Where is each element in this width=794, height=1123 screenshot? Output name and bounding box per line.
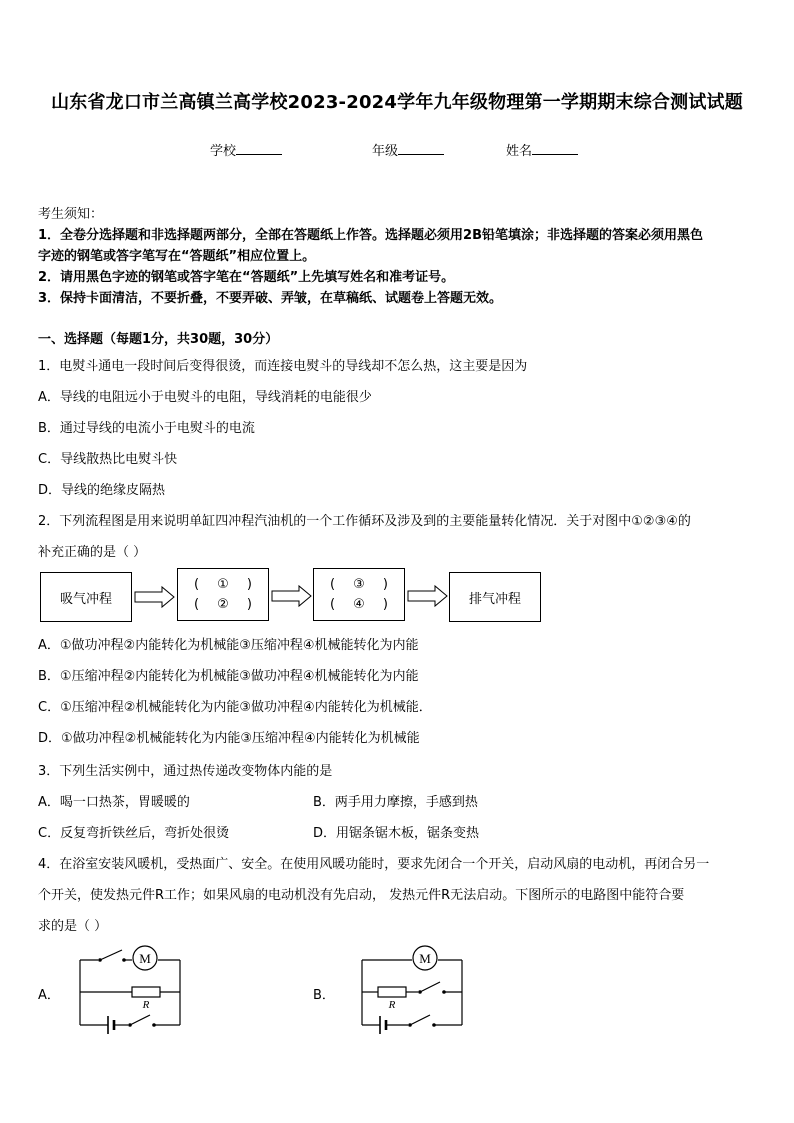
name-label: 姓名 bbox=[506, 144, 533, 159]
school-field bbox=[210, 140, 282, 159]
q3-option-d[interactable]: D．用锯条锯木板，锯条变热 bbox=[313, 826, 480, 841]
flow-blank-3: ③ bbox=[353, 577, 365, 592]
q4-stem-line1: 4．在浴室安装风暖机，受热面广、安全。在使用风暖功能时，要求先闭合一个开关，启动风扇的电动机，再闭合另一 bbox=[38, 857, 710, 872]
flow-box-2-paren-open-2: ( bbox=[194, 597, 200, 612]
flow-box-3-paren-open-1: ( bbox=[330, 577, 336, 592]
q1-option-c[interactable]: C．导线散热比电熨斗快 bbox=[38, 452, 178, 467]
q3-stem: 3．下列生活实例中，通过热传递改变物体内能的是 bbox=[38, 764, 333, 779]
q3-option-a[interactable]: A．喝一口热茶，胃暖暖的 bbox=[38, 795, 190, 810]
circuit-b-motor-label: M bbox=[419, 951, 431, 966]
name-blank[interactable] bbox=[532, 142, 578, 155]
q2-option-d[interactable]: D．①做功冲程②机械能转化为内能③压缩冲程④内能转化为机械能 bbox=[38, 731, 420, 746]
grade-label: 年级 bbox=[372, 144, 399, 159]
circuit-a-diagram bbox=[70, 940, 190, 1035]
flow-arrow-2 bbox=[271, 585, 313, 607]
flow-box-intake-label: 吸气冲程 bbox=[59, 591, 112, 607]
name-field bbox=[506, 140, 578, 159]
flow-blank-1: ① bbox=[217, 577, 229, 592]
flow-box-2 bbox=[177, 568, 269, 621]
section-heading: 一、选择题（每题1分，共30题，30分） bbox=[38, 332, 279, 347]
q2-stem-line2: 补充正确的是（ ） bbox=[38, 545, 147, 560]
flow-box-2-paren-close-1: ) bbox=[246, 577, 252, 592]
q1-option-a[interactable]: A．导线的电阻远小于电熨斗的电阻，导线消耗的电能很少 bbox=[38, 390, 372, 405]
flow-box-3-paren-open-2: ( bbox=[330, 597, 336, 612]
circuit-b-resistor-label: R bbox=[388, 999, 396, 1011]
q4-option-a-label[interactable]: A． bbox=[38, 988, 60, 1003]
q4-stem-line2: 个开关，使发热元件R工作；如果风扇的电动机没有先启动， 发热元件R无法启动。下图所示的电路图中能符合要 bbox=[38, 888, 685, 903]
flow-box-3 bbox=[313, 568, 405, 621]
school-blank[interactable] bbox=[236, 142, 282, 155]
q2-option-a[interactable]: A．①做功冲程②内能转化为机械能③压缩冲程④机械能转化为内能 bbox=[38, 638, 419, 653]
flow-box-intake bbox=[40, 572, 132, 622]
flow-blank-2: ② bbox=[217, 597, 229, 612]
flow-box-exhaust bbox=[449, 572, 541, 622]
q1-option-b[interactable]: B．通过导线的电流小于电熨斗的电流 bbox=[38, 421, 255, 436]
flow-arrow-3 bbox=[407, 585, 449, 607]
notice-item-3: 3．保持卡面清洁，不要折叠，不要弄破、弄皱，在草稿纸、试题卷上答题无效。 bbox=[38, 291, 503, 306]
q3-option-b[interactable]: B．两手用力摩擦，手感到热 bbox=[313, 795, 478, 810]
q1-stem: 1．电熨斗通电一段时间后变得很烫，而连接电熨斗的导线却不怎么热，这主要是因为 bbox=[38, 359, 528, 374]
grade-field bbox=[372, 140, 444, 159]
circuit-a-motor-label: M bbox=[139, 951, 151, 966]
flow-box-2-paren-open-1: ( bbox=[194, 577, 200, 592]
flow-box-exhaust-label: 排气冲程 bbox=[468, 591, 521, 607]
q2-stem-line1: 2．下列流程图是用来说明单缸四冲程汽油机的一个工作循环及涉及到的主要能量转化情况．关于对图中①②③④的 bbox=[38, 514, 691, 529]
q4-stem-line3: 求的是（ ） bbox=[38, 919, 108, 934]
notice-item-1: 1．全卷分选择题和非选择题两部分，全部在答题纸上作答。选择题必须用2B铅笔填涂；非选择题的答案必须用黑色 bbox=[38, 228, 704, 243]
q2-option-b[interactable]: B．①压缩冲程②内能转化为机械能③做功冲程④机械能转化为内能 bbox=[38, 669, 419, 684]
flow-blank-4: ④ bbox=[353, 597, 365, 612]
q1-option-d[interactable]: D．导线的绝缘皮隔热 bbox=[38, 483, 166, 498]
page-title: 山东省龙口市兰高镇兰高学校2023-2024学年九年级物理第一学期期末综合测试试题 bbox=[51, 92, 743, 113]
flow-box-3-paren-close-2: ) bbox=[382, 597, 388, 612]
flow-box-3-paren-close-1: ) bbox=[382, 577, 388, 592]
notice-heading: 考生须知： bbox=[38, 207, 104, 222]
notice-item-1-cont: 字迹的钢笔或答字笔写在“答题纸”相应位置上。 bbox=[38, 249, 316, 264]
q4-option-b-label[interactable]: B． bbox=[313, 988, 335, 1003]
notice-item-2: 2．请用黑色字迹的钢笔或答字笔在“答题纸”上先填写姓名和准考证号。 bbox=[38, 270, 455, 285]
grade-blank[interactable] bbox=[398, 142, 444, 155]
flow-box-2-paren-close-2: ) bbox=[246, 597, 252, 612]
circuit-a-resistor-label: R bbox=[142, 999, 150, 1011]
q3-option-c[interactable]: C．反复弯折铁丝后，弯折处很烫 bbox=[38, 826, 230, 841]
q2-option-c[interactable]: C．①压缩冲程②机械能转化为内能③做功冲程④内能转化为机械能． bbox=[38, 700, 432, 715]
school-label: 学校 bbox=[210, 144, 237, 159]
flow-arrow-1 bbox=[134, 586, 176, 608]
circuit-b-diagram bbox=[352, 940, 472, 1035]
